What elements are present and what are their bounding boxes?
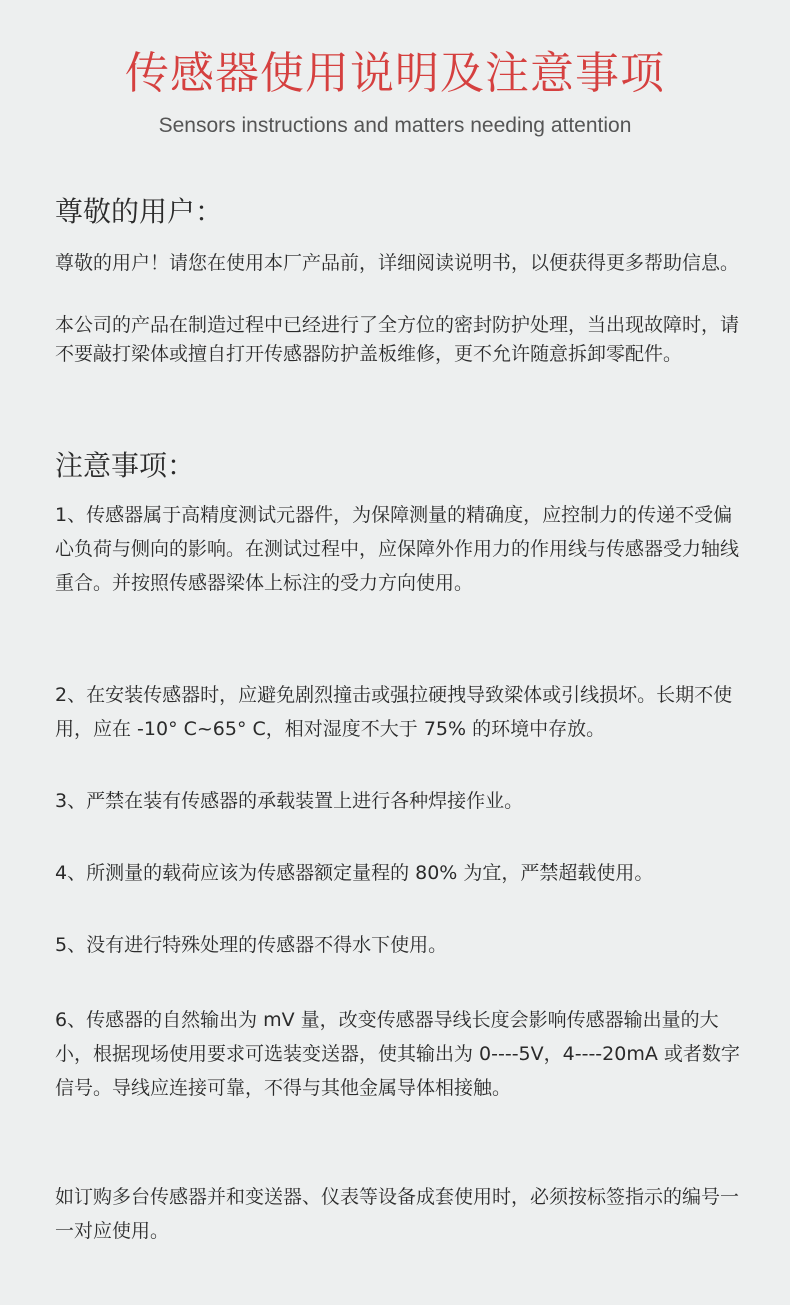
notes-item-3: 3、严禁在装有传感器的承载装置上进行各种焊接作业。 (55, 790, 524, 812)
notes-item-1: 1、传感器属于高精度测试元器件，为保障测量的精确度，应控制力的传递不受偏心负荷与侧向的影响。在测试过程中，应保障外作用力的作用线与传感器受力轴线重合。并按照传感器梁体上标注的受力方向使用。 (55, 504, 740, 594)
page-subtitle: Sensors instructions and matters needing attention (158, 114, 632, 137)
greeting-heading: 尊敬的用户： (55, 195, 224, 228)
notes-item-6: 6、传感器的自然输出为 mV 量，改变传感器导线长度会影响传感器输出量的大小，根据现场使用要求可选装变送器，使其输出为 0----5V，4----20mA 或者数字信号。导线应连接可靠，不得与其他金属导体相接触。 (55, 1009, 740, 1099)
notes-heading: 注意事项： (55, 449, 196, 482)
notes-item-5: 5、没有进行特殊处理的传感器不得水下使用。 (55, 934, 448, 956)
notes-item-4: 4、所测量的载荷应该为传感器额定量程的 80% 为宜，严禁超载使用。 (55, 862, 654, 884)
notes-item-2: 2、在安装传感器时，应避免剧烈撞击或强拉硬拽导致梁体或引线损坏。长期不使用，应在 -10° C~65° C，相对湿度不大于 75% 的环境中存放。 (55, 684, 733, 740)
page-title: 传感器使用说明及注意事项 (125, 48, 665, 99)
greeting-paragraph-1: 尊敬的用户！请您在使用本厂产品前，详细阅读说明书，以便获得更多帮助信息。 (55, 252, 740, 274)
greeting-paragraph-2: 本公司的产品在制造过程中已经进行了全方位的密封防护处理，当出现故障时，请不要敲打梁体或擅自打开传感器防护盖板维修，更不允许随意拆卸零配件。 (55, 314, 740, 365)
notes-closing: 如订购多台传感器并和变送器、仪表等设备成套使用时，必须按标签指示的编号一一对应使用。 (55, 1186, 740, 1242)
